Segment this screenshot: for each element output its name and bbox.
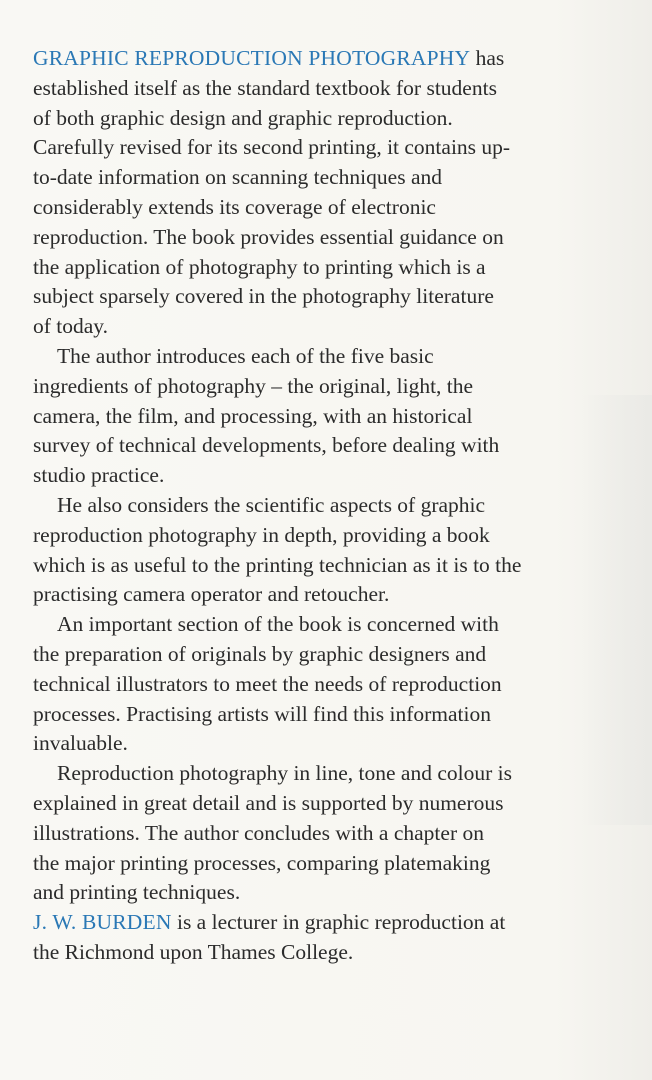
text-line	[33, 908, 633, 938]
text-line: explained in great detail and is supported by numerous	[33, 790, 504, 815]
text-line: established itself as the standard textbook for students	[33, 75, 497, 100]
text-line: subject sparsely covered in the photography literature	[33, 284, 494, 309]
text-line: invaluable.	[33, 731, 128, 756]
text-line: ingredients of photography – the original, light, the	[33, 373, 474, 398]
text-line: An important section of the book is concerned with	[57, 612, 499, 637]
text-line-fragment: is a lecturer in graphic reproduction at	[171, 910, 506, 935]
text-line: illustrations. The author concludes with a chapter on	[33, 820, 484, 845]
text-line: reproduction photography in depth, providing a book	[33, 522, 490, 547]
text-line: He also considers the scientific aspects of graphic	[57, 492, 486, 517]
text-line: considerably extends its coverage of electronic	[33, 194, 436, 219]
text-line: reproduction. The book provides essential guidance on	[33, 224, 504, 249]
text-line: technical illustrators to meet the needs of reproduction	[33, 671, 502, 696]
blurb-paragraph-intro	[33, 44, 633, 342]
text-line: The author introduces each of the five basic	[57, 343, 434, 368]
text-line: camera, the film, and processing, with an historical	[33, 403, 473, 428]
author-name: J. W. BURDEN	[33, 910, 172, 935]
text-line: of both graphic design and graphic reproduction.	[33, 105, 453, 130]
text-line: the application of photography to printing which is a	[33, 254, 486, 279]
text-line: studio practice.	[33, 463, 165, 488]
text-line: the preparation of originals by graphic designers and	[33, 641, 487, 666]
text-line: Carefully revised for its second printing, it contains up-	[33, 135, 511, 160]
author-bio	[33, 908, 633, 968]
blurb-paragraph-ingredients	[33, 342, 633, 491]
blurb-paragraph-techniques	[33, 759, 633, 908]
text-line: Reproduction photography in line, tone and colour is	[57, 761, 512, 786]
text-line: the major printing processes, comparing platemaking	[33, 850, 491, 875]
text-line: survey of technical developments, before dealing with	[33, 433, 500, 458]
book-title: GRAPHIC REPRODUCTION PHOTOGRAPHY	[33, 46, 471, 70]
text-line-fragment: has	[470, 46, 505, 70]
text-line: processes. Practising artists will find this information	[33, 701, 492, 726]
blurb-paragraph-scientific	[33, 491, 633, 610]
text-line: and printing techniques.	[33, 880, 241, 905]
text-line: the Richmond upon Thames College.	[33, 939, 354, 964]
text-line: which is as useful to the printing technician as it is to the	[33, 552, 522, 577]
text-line: practising camera operator and retoucher.	[33, 582, 390, 607]
text-line: to-date information on scanning techniques and	[33, 165, 442, 190]
text-line	[33, 44, 633, 74]
book-blurb	[33, 44, 633, 968]
blurb-paragraph-originals	[33, 610, 633, 759]
text-line: of today.	[33, 314, 109, 339]
